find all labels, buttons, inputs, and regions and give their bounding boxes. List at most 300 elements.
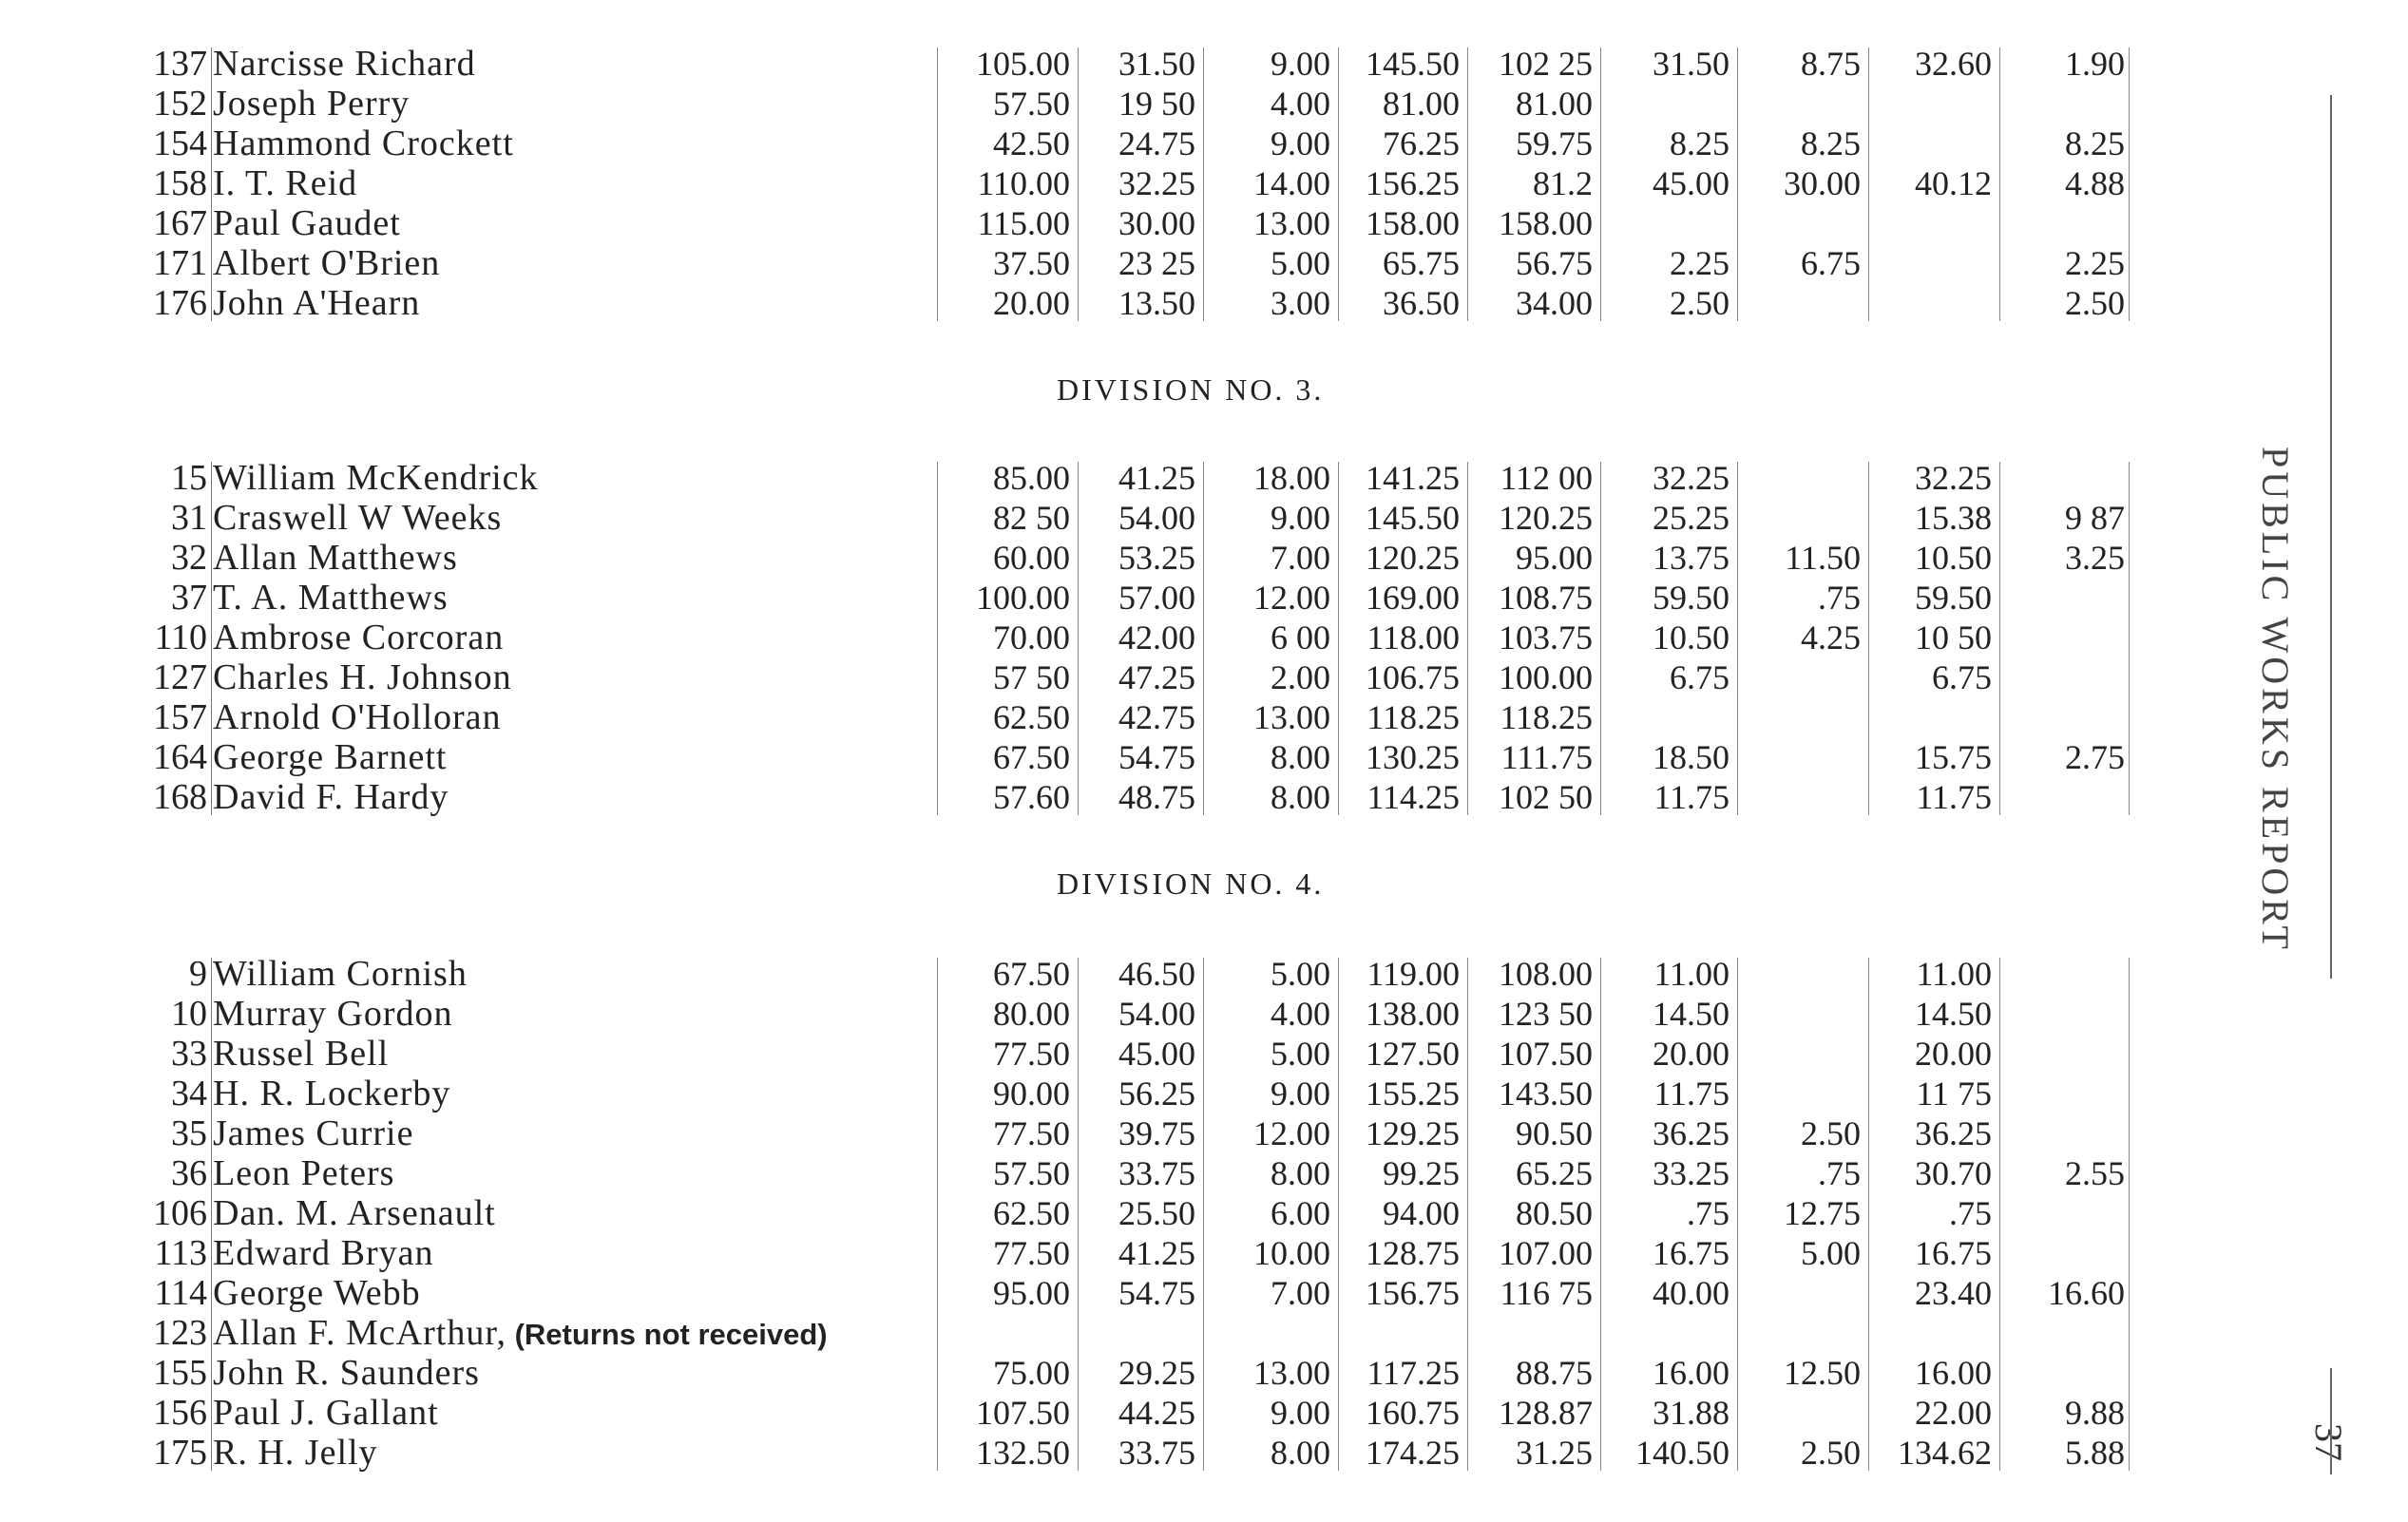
table-row — [0, 578, 2408, 618]
value-cell-col-3: 8.00 — [1271, 738, 1330, 776]
row-name-cell — [213, 1153, 394, 1193]
value-cell-col-4: 65.75 — [1383, 244, 1460, 282]
row-name: I. T. Reid — [213, 163, 358, 203]
row-name-cell — [213, 994, 453, 1034]
value-cell-col-2: 32.25 — [1118, 164, 1195, 202]
table-row — [0, 1034, 2408, 1074]
column-rule — [1999, 958, 2000, 1471]
value-cell-col-7: 4.25 — [1801, 618, 1861, 656]
column-rule — [1737, 48, 1738, 321]
row-name-cell — [213, 777, 449, 817]
column-rule — [1999, 48, 2000, 321]
value-cell-col-2: 54.75 — [1118, 1274, 1195, 1312]
value-cell-col-3: 13.00 — [1253, 204, 1330, 242]
column-rule — [937, 48, 938, 321]
value-cell-col-3: 9.00 — [1271, 499, 1330, 537]
value-cell-col-7: 2.50 — [1801, 1434, 1861, 1472]
value-cell-col-1: 115.00 — [977, 204, 1070, 242]
row-name: Hammond Crockett — [213, 124, 514, 163]
value-cell-col-9: 1.90 — [2065, 45, 2125, 83]
value-cell-col-3: 9.00 — [1271, 124, 1330, 162]
value-cell-col-2: 46.50 — [1118, 955, 1195, 993]
value-cell-col-5: 102 50 — [1499, 778, 1593, 816]
value-cell-col-7: 11.50 — [1785, 539, 1861, 577]
row-name-cell — [213, 84, 410, 124]
value-cell-col-4: 36.50 — [1383, 284, 1460, 322]
value-cell-col-2: 56.25 — [1118, 1075, 1195, 1113]
value-cell-col-2: 44.25 — [1118, 1394, 1195, 1432]
table-row — [0, 1313, 2408, 1353]
column-rule — [1467, 462, 1468, 815]
column-rule — [1338, 48, 1339, 321]
page-number: 37 — [2307, 1423, 2350, 1461]
value-cell-col-2: 54.75 — [1118, 738, 1195, 776]
value-cell-col-2: 41.25 — [1118, 459, 1195, 497]
value-cell-col-4: 118.00 — [1366, 618, 1460, 656]
row-number: 113 — [154, 1233, 207, 1273]
value-cell-col-4: 138.00 — [1366, 995, 1460, 1033]
value-cell-col-1: 82 50 — [993, 499, 1070, 537]
value-cell-col-5: 116 75 — [1500, 1274, 1593, 1312]
value-cell-col-5: 108.00 — [1499, 955, 1593, 993]
row-number: 33 — [171, 1034, 207, 1074]
table-row — [0, 44, 2408, 84]
value-cell-col-1: 57.50 — [993, 1154, 1070, 1192]
value-cell-col-3: 4.00 — [1271, 85, 1330, 123]
value-cell-col-6: 25.25 — [1653, 499, 1730, 537]
value-cell-col-6: 10.50 — [1653, 618, 1730, 656]
value-cell-col-7: 8.25 — [1801, 124, 1861, 162]
row-name-cell — [213, 697, 502, 737]
value-cell-col-1: 42.50 — [993, 124, 1070, 162]
number-column-rule — [211, 48, 212, 321]
row-name: Russel Bell — [213, 1034, 390, 1074]
value-cell-col-7: 12.75 — [1784, 1194, 1861, 1232]
row-number: 168 — [153, 777, 207, 817]
value-cell-col-3: 8.00 — [1271, 1434, 1330, 1472]
value-cell-col-6: 14.50 — [1653, 995, 1730, 1033]
row-note: (Returns not received) — [506, 1318, 828, 1351]
value-cell-col-1: 67.50 — [993, 738, 1070, 776]
value-cell-col-3: 13.00 — [1253, 698, 1330, 736]
column-rule — [1078, 462, 1079, 815]
number-column-rule — [211, 958, 212, 1471]
row-name: Dan. M. Arsenault — [213, 1193, 496, 1233]
value-cell-col-1: 20.00 — [993, 284, 1070, 322]
row-name: Edward Bryan — [213, 1233, 434, 1273]
table-row — [0, 538, 2408, 578]
value-cell-col-1: 57.60 — [993, 778, 1070, 816]
row-name-cell — [213, 458, 539, 498]
table-row — [0, 777, 2408, 817]
value-cell-col-2: 29.25 — [1118, 1354, 1195, 1392]
row-number: 10 — [171, 994, 207, 1034]
row-number: 34 — [171, 1074, 207, 1113]
value-cell-col-2: 33.75 — [1118, 1154, 1195, 1192]
row-name-cell — [213, 538, 458, 578]
row-number: 171 — [153, 243, 207, 283]
value-cell-col-5: 112 00 — [1500, 459, 1593, 497]
value-cell-col-5: 158.00 — [1499, 204, 1593, 242]
value-cell-col-9: 2.55 — [2065, 1154, 2125, 1192]
row-name-cell — [213, 737, 448, 777]
value-cell-col-6: 31.88 — [1653, 1394, 1730, 1432]
row-name: Craswell W Weeks — [213, 498, 503, 538]
value-cell-col-8: 16.75 — [1915, 1234, 1992, 1272]
value-cell-col-4: 169.00 — [1366, 579, 1460, 617]
table-row — [0, 84, 2408, 124]
row-name-cell — [213, 1353, 480, 1393]
value-cell-col-4: 129.25 — [1366, 1114, 1460, 1152]
row-number: 32 — [171, 538, 207, 578]
value-cell-col-5: 34.00 — [1516, 284, 1593, 322]
value-cell-col-3: 8.00 — [1271, 778, 1330, 816]
value-cell-col-5: 111.75 — [1500, 738, 1593, 776]
value-cell-col-2: 41.25 — [1118, 1234, 1195, 1272]
row-name-cell — [213, 1313, 828, 1355]
value-cell-col-1: 132.50 — [976, 1434, 1070, 1472]
value-cell-col-8: 11.00 — [1916, 955, 1992, 993]
column-rule — [1868, 48, 1869, 321]
value-cell-col-4: 174.25 — [1366, 1434, 1460, 1472]
value-cell-col-3: 5.00 — [1271, 244, 1330, 282]
row-name: Murray Gordon — [213, 994, 453, 1034]
row-name: George Webb — [213, 1273, 421, 1313]
value-cell-col-2: 23 25 — [1118, 244, 1195, 282]
value-cell-col-7: 6.75 — [1801, 244, 1861, 282]
row-name: R. H. Jelly — [213, 1433, 378, 1473]
value-cell-col-6: 40.00 — [1653, 1274, 1730, 1312]
value-cell-col-7: 30.00 — [1784, 164, 1861, 202]
value-cell-col-1: 110.00 — [977, 164, 1070, 202]
value-cell-col-9: 3.25 — [2065, 539, 2125, 577]
value-cell-col-2: 24.75 — [1118, 124, 1195, 162]
column-rule — [1203, 462, 1204, 815]
value-cell-col-2: 47.25 — [1118, 658, 1195, 696]
value-cell-col-9: 2.25 — [2065, 244, 2125, 282]
value-cell-col-8: 14.50 — [1915, 995, 1992, 1033]
value-cell-col-1: 77.50 — [993, 1035, 1070, 1073]
value-cell-col-8: 32.25 — [1915, 459, 1992, 497]
value-cell-col-7: 2.50 — [1801, 1114, 1861, 1152]
value-cell-col-7: .75 — [1818, 1154, 1861, 1192]
value-cell-col-3: 9.00 — [1271, 45, 1330, 83]
value-cell-col-5: 81.00 — [1516, 85, 1593, 123]
row-name: Paul Gaudet — [213, 203, 401, 243]
value-cell-col-5: 90.50 — [1516, 1114, 1593, 1152]
column-rule — [1078, 48, 1079, 321]
value-cell-col-2: 57.00 — [1118, 579, 1195, 617]
row-name: Charles H. Johnson — [213, 657, 512, 697]
value-cell-col-1: 80.00 — [993, 995, 1070, 1033]
value-cell-col-5: 31.25 — [1516, 1434, 1593, 1472]
row-name-cell — [213, 1113, 413, 1153]
value-cell-col-5: 143.50 — [1499, 1075, 1593, 1113]
value-cell-col-7: 8.75 — [1801, 45, 1861, 83]
value-cell-col-3: 5.00 — [1271, 1035, 1330, 1073]
row-number: 15 — [171, 458, 207, 498]
row-name: William McKendrick — [213, 458, 539, 498]
value-cell-col-4: 158.00 — [1366, 204, 1460, 242]
value-cell-col-6: 6.75 — [1670, 658, 1730, 696]
column-rule — [937, 958, 938, 1471]
row-name: James Currie — [213, 1113, 414, 1153]
row-name-cell — [213, 283, 420, 323]
row-name: George Barnett — [213, 737, 448, 777]
row-name: Joseph Perry — [213, 84, 411, 124]
value-cell-col-8: 134.62 — [1898, 1434, 1992, 1472]
row-name-cell — [213, 1034, 389, 1074]
right-margin-rule-lower — [2330, 1368, 2332, 1474]
value-cell-col-6: 11.75 — [1653, 1075, 1730, 1113]
value-cell-col-6: 18.50 — [1653, 738, 1730, 776]
table-row — [0, 1273, 2408, 1313]
row-name: Paul J. Gallant — [213, 1393, 439, 1433]
value-cell-col-8: 16.00 — [1915, 1354, 1992, 1392]
table-row — [0, 283, 2408, 323]
value-cell-col-1: 77.50 — [993, 1114, 1070, 1152]
value-cell-col-5: 56.75 — [1516, 244, 1593, 282]
column-rule — [937, 462, 938, 815]
row-name-cell — [213, 618, 504, 657]
row-number: 114 — [154, 1273, 207, 1313]
value-cell-col-4: 94.00 — [1383, 1194, 1460, 1232]
value-cell-col-6: 16.75 — [1653, 1234, 1730, 1272]
value-cell-col-6: 20.00 — [1653, 1035, 1730, 1073]
value-cell-col-3: 7.00 — [1271, 539, 1330, 577]
value-cell-col-8: 32.60 — [1915, 45, 1992, 83]
row-number: 37 — [171, 578, 207, 618]
column-rule — [1868, 462, 1869, 815]
column-rule — [1338, 958, 1339, 1471]
value-cell-col-1: 95.00 — [993, 1274, 1070, 1312]
row-number: 154 — [153, 124, 207, 163]
value-cell-col-6: 2.50 — [1670, 284, 1730, 322]
table-row — [0, 1153, 2408, 1193]
value-cell-col-1: 77.50 — [993, 1234, 1070, 1272]
right-margin-rule — [2330, 95, 2332, 979]
value-cell-col-8: 36.25 — [1915, 1114, 1992, 1152]
value-cell-col-5: 128.87 — [1499, 1394, 1593, 1432]
row-number: 110 — [154, 618, 207, 657]
table-row — [0, 618, 2408, 657]
table-row — [0, 697, 2408, 737]
column-rule — [1600, 48, 1601, 321]
value-cell-col-1: 57.50 — [993, 85, 1070, 123]
value-cell-col-5: 107.50 — [1499, 1035, 1593, 1073]
value-cell-col-1: 75.00 — [993, 1354, 1070, 1392]
row-number: 36 — [171, 1153, 207, 1193]
value-cell-col-9: 4.88 — [2065, 164, 2125, 202]
value-cell-col-2: 39.75 — [1118, 1114, 1195, 1152]
value-cell-col-9: 9 87 — [2065, 499, 2125, 537]
value-cell-col-3: 4.00 — [1271, 995, 1330, 1033]
row-name: H. R. Lockerby — [213, 1074, 451, 1113]
value-cell-col-8: 11.75 — [1916, 778, 1992, 816]
table-row — [0, 1393, 2408, 1433]
value-cell-col-8: 10.50 — [1915, 539, 1992, 577]
row-name-cell — [213, 498, 502, 538]
value-cell-col-8: 11 75 — [1916, 1075, 1992, 1113]
table-row — [0, 163, 2408, 203]
row-name: William Cornish — [213, 954, 468, 994]
value-cell-col-2: 31.50 — [1118, 45, 1195, 83]
value-cell-col-6: 45.00 — [1653, 164, 1730, 202]
value-cell-col-1: 60.00 — [993, 539, 1070, 577]
value-cell-col-3: 18.00 — [1253, 459, 1330, 497]
value-cell-col-3: 14.00 — [1253, 164, 1330, 202]
value-cell-col-1: 70.00 — [993, 618, 1070, 656]
value-cell-col-5: 123 50 — [1499, 995, 1593, 1033]
value-cell-col-6: 140.50 — [1635, 1434, 1730, 1472]
value-cell-col-9: 5.88 — [2065, 1434, 2125, 1472]
value-cell-col-8: 30.70 — [1915, 1154, 1992, 1192]
value-cell-col-1: 105.00 — [976, 45, 1070, 83]
value-cell-col-8: 22.00 — [1915, 1394, 1992, 1432]
value-cell-col-4: 117.25 — [1366, 1354, 1460, 1392]
value-cell-col-8: 40.12 — [1915, 164, 1992, 202]
value-cell-col-1: 90.00 — [993, 1075, 1070, 1113]
value-cell-col-3: 12.00 — [1253, 579, 1330, 617]
value-cell-col-4: 81.00 — [1383, 85, 1460, 123]
row-name: Allan Matthews — [213, 538, 458, 578]
row-number: 35 — [171, 1113, 207, 1153]
row-name: T. A. Matthews — [213, 578, 449, 618]
value-cell-col-2: 53.25 — [1118, 539, 1195, 577]
row-name: Narcisse Richard — [213, 44, 476, 84]
value-cell-col-2: 42.00 — [1118, 618, 1195, 656]
row-name-cell — [213, 203, 401, 243]
value-cell-col-6: 59.50 — [1653, 579, 1730, 617]
table-row — [0, 1233, 2408, 1273]
value-cell-col-4: 118.25 — [1366, 698, 1460, 736]
value-cell-col-4: 128.75 — [1366, 1234, 1460, 1272]
value-cell-col-3: 6.00 — [1271, 1194, 1330, 1232]
value-cell-col-6: 16.00 — [1653, 1354, 1730, 1392]
value-cell-col-3: 5.00 — [1271, 955, 1330, 993]
row-number: 9 — [189, 954, 207, 994]
row-name-cell — [213, 124, 514, 163]
value-cell-col-5: 118.25 — [1500, 698, 1593, 736]
value-cell-col-3: 2.00 — [1271, 658, 1330, 696]
column-rule — [1467, 48, 1468, 321]
value-cell-col-2: 45.00 — [1118, 1035, 1195, 1073]
row-number: 158 — [153, 163, 207, 203]
row-name-cell — [213, 163, 357, 203]
column-rule — [2129, 48, 2130, 321]
value-cell-col-7: .75 — [1818, 579, 1861, 617]
column-rule — [1999, 462, 2000, 815]
row-number: 164 — [153, 737, 207, 777]
column-rule — [1078, 958, 1079, 1471]
row-name: Albert O'Brien — [213, 243, 441, 283]
value-cell-col-9: 16.60 — [2048, 1274, 2125, 1312]
value-cell-col-9: 9.88 — [2065, 1394, 2125, 1432]
value-cell-col-9: 8.25 — [2065, 124, 2125, 162]
division-heading: DIVISION NO. 3. — [1057, 372, 1325, 407]
value-cell-col-2: 13.50 — [1118, 284, 1195, 322]
value-cell-col-2: 48.75 — [1118, 778, 1195, 816]
value-cell-col-5: 120.25 — [1499, 499, 1593, 537]
column-rule — [1338, 462, 1339, 815]
row-name: Arnold O'Holloran — [213, 697, 502, 737]
value-cell-col-2: 54.00 — [1118, 995, 1195, 1033]
value-cell-col-1: 107.50 — [976, 1394, 1070, 1432]
row-name: John A'Hearn — [213, 283, 421, 323]
value-cell-col-8: 10 50 — [1915, 618, 1992, 656]
value-cell-col-4: 155.25 — [1366, 1075, 1460, 1113]
value-cell-col-1: 62.50 — [993, 698, 1070, 736]
value-cell-col-1: 57 50 — [993, 658, 1070, 696]
value-cell-col-8: 15.38 — [1915, 499, 1992, 537]
division-heading: DIVISION NO. 4. — [1057, 866, 1325, 901]
column-rule — [1737, 958, 1738, 1471]
column-rule — [1467, 958, 1468, 1471]
value-cell-col-4: 145.50 — [1366, 499, 1460, 537]
row-number: 152 — [153, 84, 207, 124]
row-number: 155 — [153, 1353, 207, 1393]
row-name-cell — [213, 1193, 496, 1233]
value-cell-col-5: 59.75 — [1516, 124, 1593, 162]
row-number: 123 — [153, 1313, 207, 1353]
value-cell-col-8: 15.75 — [1915, 738, 1992, 776]
table-row — [0, 1113, 2408, 1153]
value-cell-col-5: 65.25 — [1516, 1154, 1593, 1192]
column-rule — [1600, 958, 1601, 1471]
table-row — [0, 203, 2408, 243]
value-cell-col-2: 42.75 — [1118, 698, 1195, 736]
value-cell-col-5: 103.75 — [1499, 618, 1593, 656]
row-number: 175 — [153, 1433, 207, 1473]
value-cell-col-1: 37.50 — [993, 244, 1070, 282]
value-cell-col-5: 95.00 — [1516, 539, 1593, 577]
column-rule — [1868, 958, 1869, 1471]
value-cell-col-4: 160.75 — [1366, 1394, 1460, 1432]
value-cell-col-3: 9.00 — [1271, 1075, 1330, 1113]
column-rule — [1600, 462, 1601, 815]
value-cell-col-7: 5.00 — [1801, 1234, 1861, 1272]
table-row — [0, 1074, 2408, 1113]
value-cell-col-2: 54.00 — [1118, 499, 1195, 537]
column-rule — [1737, 462, 1738, 815]
value-cell-col-5: 80.50 — [1516, 1194, 1593, 1232]
row-name: John R. Saunders — [213, 1353, 480, 1393]
table-row — [0, 498, 2408, 538]
row-name-cell — [213, 657, 512, 697]
value-cell-col-6: 11.00 — [1653, 955, 1730, 993]
row-number: 167 — [153, 203, 207, 243]
row-name-cell — [213, 1393, 439, 1433]
value-cell-col-6: 8.25 — [1670, 124, 1730, 162]
row-number: 156 — [153, 1393, 207, 1433]
value-cell-col-4: 106.75 — [1366, 658, 1460, 696]
row-number: 137 — [153, 44, 207, 84]
value-cell-col-4: 99.25 — [1383, 1154, 1460, 1192]
value-cell-col-6: 33.25 — [1653, 1154, 1730, 1192]
value-cell-col-4: 156.75 — [1366, 1274, 1460, 1312]
value-cell-col-8: 20.00 — [1915, 1035, 1992, 1073]
row-name-cell — [213, 578, 449, 618]
table-row — [0, 243, 2408, 283]
value-cell-col-8: 23.40 — [1915, 1274, 1992, 1312]
row-name: Allan F. McArthur, — [213, 1313, 506, 1353]
value-cell-col-4: 76.25 — [1383, 124, 1460, 162]
row-number: 127 — [153, 657, 207, 697]
value-cell-col-6: 32.25 — [1653, 459, 1730, 497]
value-cell-col-3: 13.00 — [1253, 1354, 1330, 1392]
value-cell-col-6: 11.75 — [1653, 778, 1730, 816]
value-cell-col-4: 127.50 — [1366, 1035, 1460, 1073]
